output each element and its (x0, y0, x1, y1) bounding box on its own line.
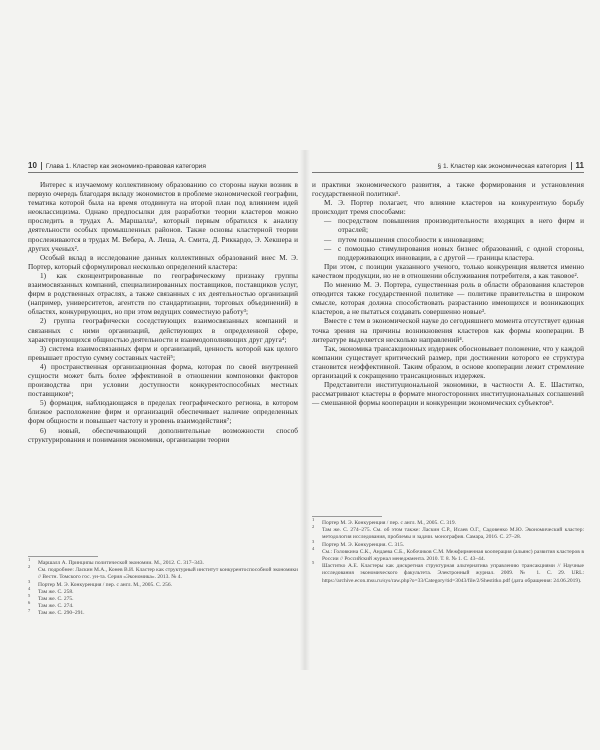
right-footnote-rule (312, 516, 382, 517)
footnote-text: См. подробнее: Ласкин М.А., Конев В.И. Кластер как структурный институт конкурентоспособной экономики // Вестн. Томского гос. ун-та. Серия «Экономика». 2013. № 4. (38, 567, 298, 581)
right-header-rule (312, 172, 584, 173)
footnote-text: Там же. С. 274–275. См. об этом также: Ласкин С.Р., Исаев О.Г., Садовенко М.Ю. Экономический кластер: методология исследования, проблемы и задачи. монография. Самара, 2016. С. 27–28. (322, 527, 584, 541)
right-running-head (437, 161, 584, 170)
paragraph: Вместе с тем в экономической науке до сегодняшнего момента отсутствует единая точка зрения на причины возникновения кластеров как формы кооперации. В литературе выделяется несколько направлений⁴. (312, 317, 584, 344)
paragraph: 3) система взаимосвязанных фирм и организаций, ценность которой как целого превышает простую сумму составных частей⁵; (28, 344, 298, 362)
paragraph: Особый вклад в исследование данных коллективных образований внес М. Э. Портер, который сформулировал несколько определений кластера: (28, 253, 298, 271)
paragraph: 4) пространственная организационная форма, которая по своей внутренней сущности может быть более эффективной в отношении компоновки факторов производства при условии доступности конкурентоспособных местных поставщиков⁶; (28, 362, 298, 399)
bullet-item (312, 236, 584, 245)
footnote: 1Портер М. Э. Конкуренция / пер. с англ. М., 2005. С. 319. (312, 517, 457, 526)
header-separator (571, 162, 572, 170)
footnote: 5Там же. С. 275. (28, 593, 74, 603)
footnote-text: Там же. С. 290–291. (38, 610, 85, 617)
paragraph: По мнению М. Э. Портера, существенная роль в области образования кластеров отводится также государственной политике — политике правительства в широком смысле, которая должна способствовать разрастанию имеющихся и возникающих кластеров, а не пытаться создавать совершенно новые³. (312, 281, 584, 317)
footnote-text: Портер М. Э. Конкуренция. С. 315. (322, 541, 405, 548)
footnote: 2Там же. С. 274–275. См. об этом также: Ласкин С.Р., Исаев О.Г., Садовенко М.Ю. Экономический кластер: методология исследования, проблемы и задачи. монография. Самара, 2016. С. 27–28. (312, 524, 584, 541)
footnote-text: Портер М. Э. Конкуренция / пер. с англ. М., 2005. С. 319. (322, 520, 457, 526)
paragraph: 1) как сконцентрированные по географическому признаку группы взаимосвязанных компаний, специализированных поставщиков, поставщиков услуг, фирм в родственных отраслях, а также связанных с их деятельностью организаций (например, университетов, агентств по стандартизации, торговых объединений) в областях, конкурирующих, но при этом ведущих совместную работу³; (28, 271, 298, 317)
paragraph: М. Э. Портер полагает, что влияние кластеров на конкурентную борьбу происходит тремя способами: (312, 199, 584, 217)
footnote: 5Шаститко А.Е. Кластеры как дискретная структурная альтернатива управлению трансакциями // Научные исследования экономического факультета. Электронный журнал. 2009. № 1. С. 29. URL: https://archive.econ.msu.ru/sys/raw.php?o=33/Category/tid=3043/file/2/Shestitko.pdf (дата обращения: 24.06.2019). (312, 560, 584, 584)
bullet-text: с помощью стимулирования новых бизнес образований, с одной стороны, поддерживающих инновации, а с другой — границы кластера. (338, 244, 584, 262)
left-footnotes (28, 557, 298, 618)
book-gutter (300, 150, 310, 670)
footnote-text: Маршалл А. Принципы политической экономии. М., 2012. С. 317–343. (38, 560, 204, 566)
footnote: 4См.: Головкина С.К., Андаева С.Б., Кобочиков С.М. Межфирменная кооперация (альянс) развития кластеров в России // Российский журнал менеджмента. 2010. Т. 8. № 1. С. 43–44. (312, 545, 584, 563)
paragraph: Интерес к изучаемому коллективному образованию со стороны науки возник в первую очередь благодаря вкладу экономистов в проблеме экономической географии, тематика которой была на время отодвинута на второй план под влиянием идей неоклассицизма. Однако предпосылки для разработки теории кластеров можно проследить в трудах А. Маршалла¹, который первым обратился к анализу деятельности особых промышленных районов. Также основы кластерной теории прослеживаются в трудах М. Вебера, А. Леша, А. Смита, Д. Риккардо, Э. Хекшера и других ученых². (28, 181, 298, 253)
footnote-text: Там же. С. 258. (38, 588, 74, 595)
right-footnotes (312, 517, 584, 585)
paragraph: Так, экономика трансакционных издержек обосновывает положение, что у каждой компании существует критический размер, при достижении которого ее структура становится неэффективной. Таким образом, в основе кооперации лежит стремление организаций к сокращению трансакционных издержек. (312, 344, 584, 380)
paragraph: 6) новый, обеспечивающий дополнительные возможности способ структурирования и понимания экономики, организации теории (28, 426, 298, 444)
header-separator (41, 162, 42, 170)
footnote-text: Там же. С. 274. (38, 603, 74, 610)
left-page-body (28, 181, 298, 445)
bullet-text: путем повышения способности к инновациям; (338, 235, 484, 244)
footnote-text: Там же. С. 275. (38, 596, 74, 603)
footnote: 3Портер М. Э. Конкуренция / пер. с англ. М., 2005. С. 256. (28, 578, 173, 588)
bullet-text: посредством повышения производительности входящих в него фирм и отраслей; (338, 217, 584, 235)
footnote: 4Там же. С. 258. (28, 585, 74, 595)
left-chapter-title: Глава 1. Кластер как экономико-правовая категория (45, 163, 206, 170)
footnote-text: Портер М. Э. Конкуренция / пер. с англ. М., 2005. С. 256. (38, 581, 173, 588)
left-page-number: 10 (28, 161, 37, 170)
paragraph: и практики экономического развития, а также формирования и установления государственной политики¹. (312, 181, 584, 199)
bullet-item (312, 217, 584, 235)
footnote: 1Маршалл А. Принципы политической экономии. М., 2012. С. 317–343. (28, 557, 204, 566)
paragraph: 5) формация, наблюдающаяся в пределах географического региона, в котором близкое расположение фирм и организаций обеспечивает наличие определенных форм общности и повышает частоту и уровень взаимодействия⁷; (28, 399, 298, 426)
footnote: 3Портер М. Э. Конкуренция. С. 315. (312, 538, 405, 548)
footnote: 2См. подробнее: Ласкин М.А., Конев В.И. Кластер как структурный институт конкурентоспособной экономики // Вестн. Томского гос. ун-та. Серия «Экономика». 2013. № 4. (28, 564, 298, 581)
left-running-head (28, 161, 206, 170)
bullet-item (312, 245, 584, 263)
dash-marker: — (324, 244, 332, 253)
footnote: 7Там же. С. 290–291. (28, 607, 85, 617)
right-page-number: 11 (575, 161, 584, 170)
dash-marker: — (324, 235, 332, 244)
paragraph: Представители институциональной экономики, в частности А. Е. Шаститко, рассматривают кластеры в формате многосторонних институциональных соглашений — смешанной формы кооперации и конкуренции экономических субъектов⁵. (312, 381, 584, 408)
dash-marker: — (324, 217, 332, 226)
left-footnote-rule (28, 556, 98, 557)
paragraph: 2) группа географически соседствующих взаимосвязанных компаний и связанных с ними организаций, действующих в определенной сфере, характеризующихся общностью деятельности и взаимодополняющих друг друга⁴; (28, 317, 298, 344)
right-page-body (312, 181, 584, 408)
footnote-text: Шаститко А.Е. Кластеры как дискретная структурная альтернатива управлению трансакциями // Научные исследования экономического факультета. Электронный журнал. 2009. № 1. С. 29. URL: https://archive.econ.msu.ru/sys/raw.php?o=33/Category/tid=3043/file/2/Shestitko.pdf (дата обращения: 24.06.2019). (322, 563, 584, 584)
left-header-rule (28, 172, 298, 173)
footnote-text: См.: Головкина С.К., Андаева С.Б., Кобочиков С.М. Межфирменная кооперация (альянс) развития кластеров в России // Российский журнал менеджмента. 2010. Т. 8. № 1. С. 43–44. (322, 548, 584, 563)
right-section-title: § 1. Кластер как экономическая категория (437, 163, 567, 170)
footnote: 6Там же. С. 274. (28, 600, 74, 610)
paragraph: При этом, с позиции указанного ученого, только конкуренция является именно качеством продукции, но не в отношении обслуживания потребителя, а как таковое². (312, 262, 584, 280)
